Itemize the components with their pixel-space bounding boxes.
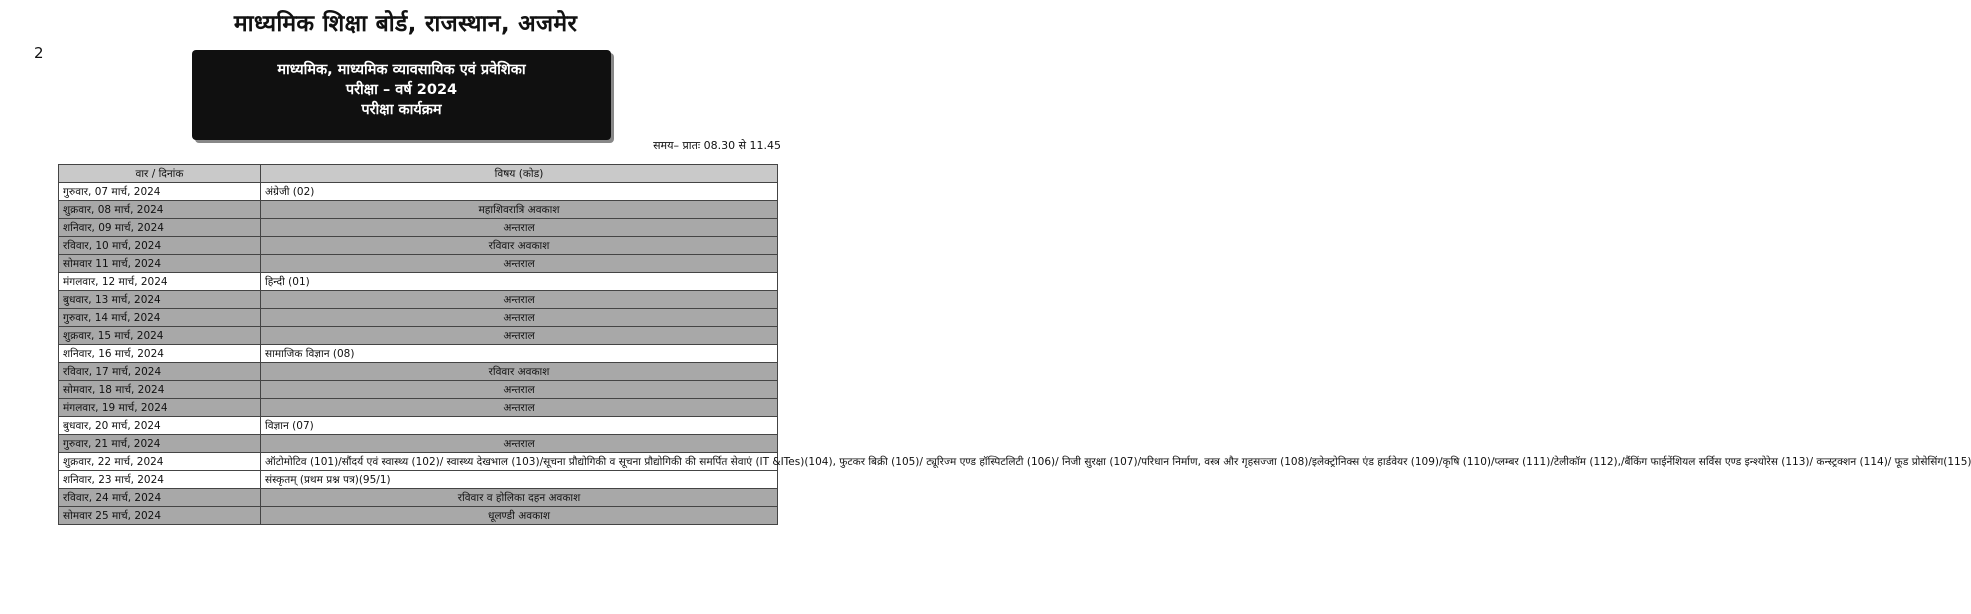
banner-line-3: परीक्षा कार्यक्रम: [361, 102, 442, 118]
row-date: शुक्रवार, 15 मार्च, 2024: [59, 327, 261, 345]
row-subject: धूलण्डी अवकाश: [261, 507, 778, 525]
table-row: [59, 309, 778, 327]
row-subject: विज्ञान (07): [261, 417, 778, 435]
table-row: [59, 183, 778, 201]
table-row: [59, 219, 778, 237]
exam-timing: समय– प्रातः 08.30 से 11.45: [653, 139, 781, 152]
table-header-row: [59, 165, 778, 183]
table-row: [59, 291, 778, 309]
table-row: [59, 255, 778, 273]
row-date: मंगलवार, 19 मार्च, 2024: [59, 399, 261, 417]
row-subject: अन्तराल: [261, 291, 778, 309]
row-subject: ऑटोमोटिव (101)/सौंदर्य एवं स्वास्थ्य (102)/ स्वास्थ्य देखभाल (103)/सूचना प्रौद्योगिकी व सूचना प्रौद्योगिकी की समर्पित सेवाएं (IT &ITes)(104), फुटकर बिक्री (105)/ ट्यूरिज्म एण्ड हॉस्पिटलिटी (106)/ निजी सुरक्षा (107)/परिधान निर्माण, वस्त्र और गृहसज्जा (108)/इलेक्ट्रोनिक्स एंड हार्डवेयर (109)/कृषि (110)/प्लम्बर (111)/टेलीकॉम (112),/बैंकिंग फाईनेंशियल सर्विस एण्ड इन्श्योरेस (113)/ कन्स्ट्रक्शन (114)/ फूड प्रोसेसिंग(115): [261, 453, 778, 471]
table-row: [59, 471, 778, 489]
row-date: सोमवार 11 मार्च, 2024: [59, 255, 261, 273]
table-row: [59, 237, 778, 255]
schedule-table: [58, 164, 1971, 525]
header-subject: विषय (कोड): [261, 165, 778, 183]
page-number: 2: [34, 44, 44, 62]
row-subject: रविवार अवकाश: [261, 363, 778, 381]
table-row: [59, 489, 778, 507]
banner-line-2: परीक्षा – वर्ष 2024: [345, 82, 458, 98]
table-row: [59, 327, 778, 345]
row-subject: अन्तराल: [261, 327, 778, 345]
table-row: [59, 507, 778, 525]
row-date: रविवार, 24 मार्च, 2024: [59, 489, 261, 507]
table-row: [59, 435, 778, 453]
row-date: शनिवार, 16 मार्च, 2024: [59, 345, 261, 363]
row-date: रविवार, 17 मार्च, 2024: [59, 363, 261, 381]
row-subject: अन्तराल: [261, 381, 778, 399]
row-date: बुधवार, 13 मार्च, 2024: [59, 291, 261, 309]
row-subject: हिन्दी (01): [261, 273, 778, 291]
row-subject: अन्तराल: [261, 255, 778, 273]
row-date: सोमवार, 18 मार्च, 2024: [59, 381, 261, 399]
row-subject: अन्तराल: [261, 399, 778, 417]
row-subject: संस्कृतम् (प्रथम प्रश्न पत्र)(95/1): [261, 471, 778, 489]
row-date: शनिवार, 23 मार्च, 2024: [59, 471, 261, 489]
row-subject: महाशिवरात्रि अवकाश: [261, 201, 778, 219]
row-subject: सामाजिक विज्ञान (08): [261, 345, 778, 363]
exam-banner: [192, 50, 611, 140]
table-row: [59, 363, 778, 381]
table-row: [59, 201, 778, 219]
row-date: रविवार, 10 मार्च, 2024: [59, 237, 261, 255]
row-date: सोमवार 25 मार्च, 2024: [59, 507, 261, 525]
header-date: वार / दिनांक: [59, 165, 261, 183]
table-row: [59, 345, 778, 363]
row-date: गुरुवार, 21 मार्च, 2024: [59, 435, 261, 453]
table-row: [59, 273, 778, 291]
row-date: शुक्रवार, 08 मार्च, 2024: [59, 201, 261, 219]
row-subject: अन्तराल: [261, 219, 778, 237]
row-date: गुरुवार, 14 मार्च, 2024: [59, 309, 261, 327]
row-subject: अंग्रेजी (02): [261, 183, 778, 201]
row-date: गुरुवार, 07 मार्च, 2024: [59, 183, 261, 201]
banner-line-1: माध्यमिक, माध्यमिक व्यावसायिक एवं प्रवेशिका: [277, 62, 526, 78]
row-date: बुधवार, 20 मार्च, 2024: [59, 417, 261, 435]
row-date: मंगलवार, 12 मार्च, 2024: [59, 273, 261, 291]
row-date: शनिवार, 09 मार्च, 2024: [59, 219, 261, 237]
table-row: [59, 399, 778, 417]
row-subject: रविवार व होलिका दहन अवकाश: [261, 489, 778, 507]
row-subject: रविवार अवकाश: [261, 237, 778, 255]
row-subject: अन्तराल: [261, 435, 778, 453]
table-row: [59, 453, 778, 471]
row-date: शुक्रवार, 22 मार्च, 2024: [59, 453, 261, 471]
schedule-body: [59, 183, 1971, 525]
table-row: [59, 381, 778, 399]
table-row: [59, 417, 778, 435]
board-title: माध्यमिक शिक्षा बोर्ड, राजस्थान, अजमेर: [233, 11, 578, 37]
row-subject: अन्तराल: [261, 309, 778, 327]
